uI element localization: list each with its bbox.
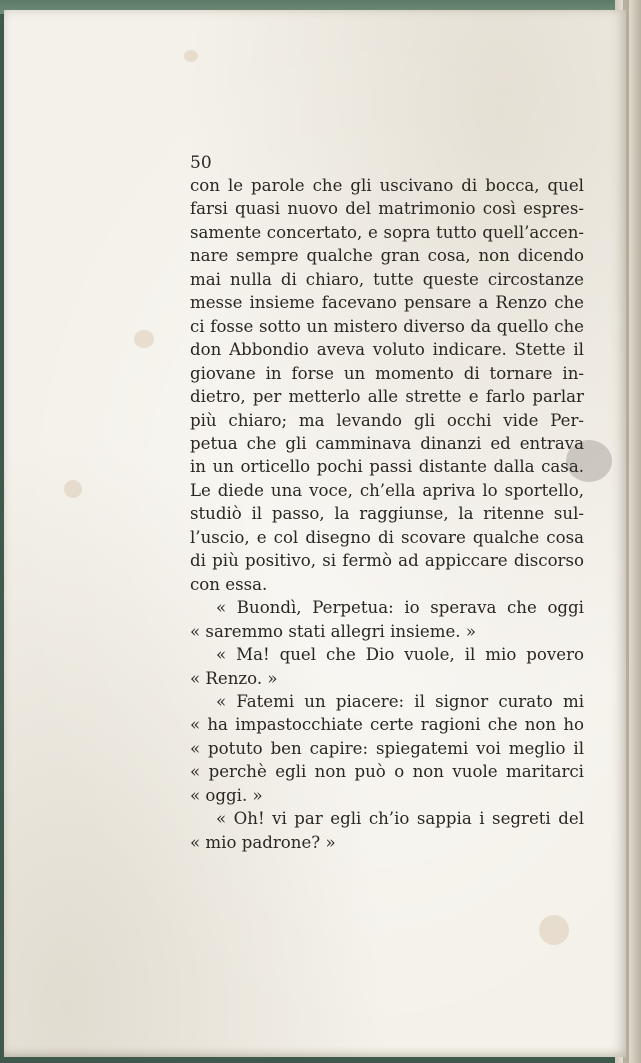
text-line: « Ma! quel che Dio vuole, il mio povero [216,645,584,665]
foxing-spot [184,50,198,62]
text-line: in un orticello pochi passi distante dalla casa. [190,457,584,477]
text-line: Le diede una voce, ch’ella apriva lo sportello, [190,480,584,500]
text-line: « Buondì, Perpetua: io sperava che oggi [216,598,584,618]
text-line: petua che gli camminava dinanzi ed entrava [190,433,584,453]
text-line: con le parole che gli uscivano di bocca, quel [190,176,584,195]
text-line: ci fosse sotto un mistero diverso da quello che [190,316,584,336]
foxing-spot [64,480,82,498]
page-number: 50 [190,153,212,173]
text-line: « perchè egli non può o non vuole maritarci [190,762,584,782]
text-line: « potuto ben capire: spiegatemi voi meglio il [190,738,584,758]
text-line: « Oh! vi par egli ch’io sappia i segreti del [216,809,584,829]
text-line: dietro, per metterlo alle strette e farlo parlar [190,387,584,407]
text-line: studiò il passo, la raggiunse, la ritenne sul- [190,504,584,524]
text-line: di più positivo, si fermò ad appiccare discorso [190,551,584,571]
page-text [190,152,584,854]
text-line: « Renzo. » [190,668,278,688]
foxing-spot [539,915,569,945]
text-line: samente concertato, e sopra tutto quell’accen- [190,222,584,242]
text-line: mai nulla di chiaro, tutte queste circostanze [190,269,584,289]
text-line: « saremmo stati allegri insieme. » [190,621,477,641]
foxing-spot [134,330,154,348]
text-line: più chiaro; ma levando gli occhi vide Per- [190,410,584,430]
text-line: « Fatemi un piacere: il signor curato mi [216,691,584,711]
text-line: « oggi. » [190,785,263,805]
text-lines [190,174,584,854]
text-line: l’uscio, e col disegno di scovare qualche cosa [190,527,584,547]
text-line: « mio padrone? » [190,832,336,852]
text-line: nare sempre qualche gran cosa, non dicendo [190,246,584,266]
text-line: giovane in forse un momento di tornare in- [190,363,584,383]
text-line: don Abbondio aveva voluto indicare. Stette il [190,340,584,360]
text-line: farsi quasi nuovo del matrimonio così espres- [190,199,584,219]
text-line: messe insieme facevano pensare a Renzo che [190,293,584,313]
text-line: « ha impastocchiate certe ragioni che non ho [190,715,584,735]
text-line: con essa. [190,574,268,594]
